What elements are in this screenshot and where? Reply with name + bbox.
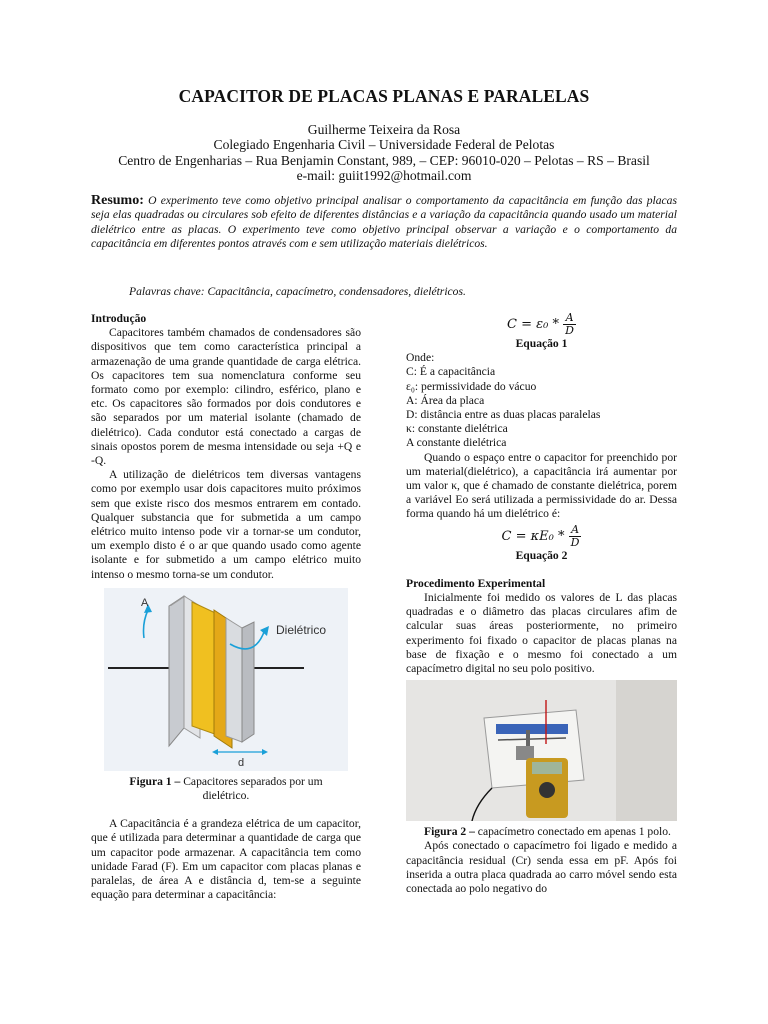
capacimeter-photo [406,680,677,821]
equation-1-numerator: A [563,312,576,325]
equation-2-denominator: D [570,535,580,549]
def-e0: ε₀: permissividade do vácuo [406,379,537,393]
abstract-text: O experimento teve como objetivo principal analisar o comportamento da capacitância em função das placas seja elas quadradas ou circulares sob efeito de diferentes distâncias e a variação da capacitância quando usado um material dielétrico entre as placas. O experimento teve como objetivo principal observar a variação e o comportamento da capacitância em diferentes pontos através com e sem utilização materiais dielétricos. [91,194,677,251]
equation-2-label: Equação 2 [515,548,568,562]
figure-1-label: Figura 1 – [129,774,181,788]
equation-2 [406,524,677,549]
figure-1-caption-text: Capacitores separados por um dielétrico. [183,774,323,803]
figure-2 [406,680,677,821]
procedure-heading: Procedimento Experimental [406,576,546,590]
intro-paragraph-1: Capacitores também chamados de condensadores são dispositivos que tem como característica principal a armazenação de uma grande quantidade de carga elétrica. Os capacitores tem sua nomenclatura conforme seu formato como por exemplo: cilindro, esférico, plano e etc. Os capacitores são formados por dois condutores e são separados por um material isolante (chamado de dielétrico). Cada condutor está conectado a cargas de sinais opostos porem de mesma intensidade ou seja +Q e -Q. [91,326,361,468]
figure-2-caption-text: capacímetro conectado em apenas 1 polo. [477,825,671,839]
abstract-label: Resumo: [91,193,144,208]
onde-label: Onde: [406,351,435,365]
affiliation: Colegiado Engenharia Civil – Universidade Federal de Pelotas [213,137,555,152]
equation-2-fraction [569,524,582,549]
label-d: d [238,756,245,769]
equation-1-lhs: C = ε₀ * [507,317,559,332]
equation-1-fraction [563,312,576,337]
label-dielectric: Dielétrico [276,622,327,637]
def-k: κ: constante dielétrica [406,422,508,436]
address: Centro de Engenharias – Rua Benjamin Constant, 989, – CEP: 96010-020 – Pelotas – RS – Brasil [118,153,650,168]
left-column [91,312,361,902]
figure-2-caption [406,825,677,839]
equation-2-lhs: C = κE₀ * [501,528,565,544]
equation-2-numerator: A [569,524,582,537]
equation-1-denominator: D [565,324,574,337]
intro-heading: Introdução [91,312,147,325]
abstract [91,194,677,252]
capacitance-paragraph: A Capacitância é a grandeza elétrica de um capacitor, que é utilizada para determinar a quantidade de carga que um capacitor pode armazenar. A capacitância tem como unidade Farad (F). Em um capacitor com placas planas e paralelas, de área A e distância d, tem-se a seguinte equação para determinar a capacitância: [91,817,361,902]
def-d: D: distância entre as duas placas paralelas [406,408,601,422]
keywords: Palavras chave: Capacitância, capacímetro, condensadores, dielétricos. [129,285,466,298]
label-a: A [141,596,149,609]
dielectric-paragraph: Quando o espaço entre o capacitor for preenchido por um material(dielétrico), a capacitância irá aumentar por um valor κ, que é chamado de constante dielétrica, porem a variável Eo será utilizada a permissividade do ar. Dessa forma quando há um dielétrico é: [406,450,677,521]
intro-paragraph-2: A utilização de dielétricos tem diversas vantagens como por exemplo usar dois capacitores muito próximos sem que existe risco dos mesmos entrarem em contado. Qualquer substancia que for submetida a um campo elétrico muito intenso pode vir a tornar-se um condutor, um exemplo disto é o ar que quando usado como agente isolante e for submetido a um campo elétrico muito intenso o mesmo torna-se um condutor. [91,468,361,581]
paper-title: CAPACITOR DE PLACAS PLANAS E PARALELAS [178,86,590,106]
right-column [406,312,677,896]
def-a: A: Área da placa [406,393,485,407]
figure-1 [104,588,348,771]
figure-2-label: Figura 2 – [424,825,475,839]
equation-1 [406,312,677,337]
author: Guilherme Teixeira da Rosa [307,122,461,137]
email: e-mail: guiit1992@hotmail.com [296,168,472,183]
def-c: C: É a capacitância [406,365,496,379]
capacitor-diagram [104,588,348,771]
def-k2: A constante dielétrica [406,436,507,450]
procedure-paragraph: Inicialmente foi medido os valores de L das placas quadradas e o diâmetro das placas circulares afim de calcular suas áreas posteriormente, no primeiro experimento foi fixado o capacitor de placas planas na base de fixação e o mesmo foi conectado a um capacímetro digital no seu polo positivo. [406,591,677,676]
after-connect-paragraph: Após conectado o capacímetro foi ligado e medido a capacitância residual (Cr) senda essa em pF. Após foi inserida a outra placa quadrada ao carro móvel sendo esta conectada ao polo negativo do [406,839,677,896]
figure-1-caption [91,775,361,803]
equation-1-label: Equação 1 [515,337,568,350]
